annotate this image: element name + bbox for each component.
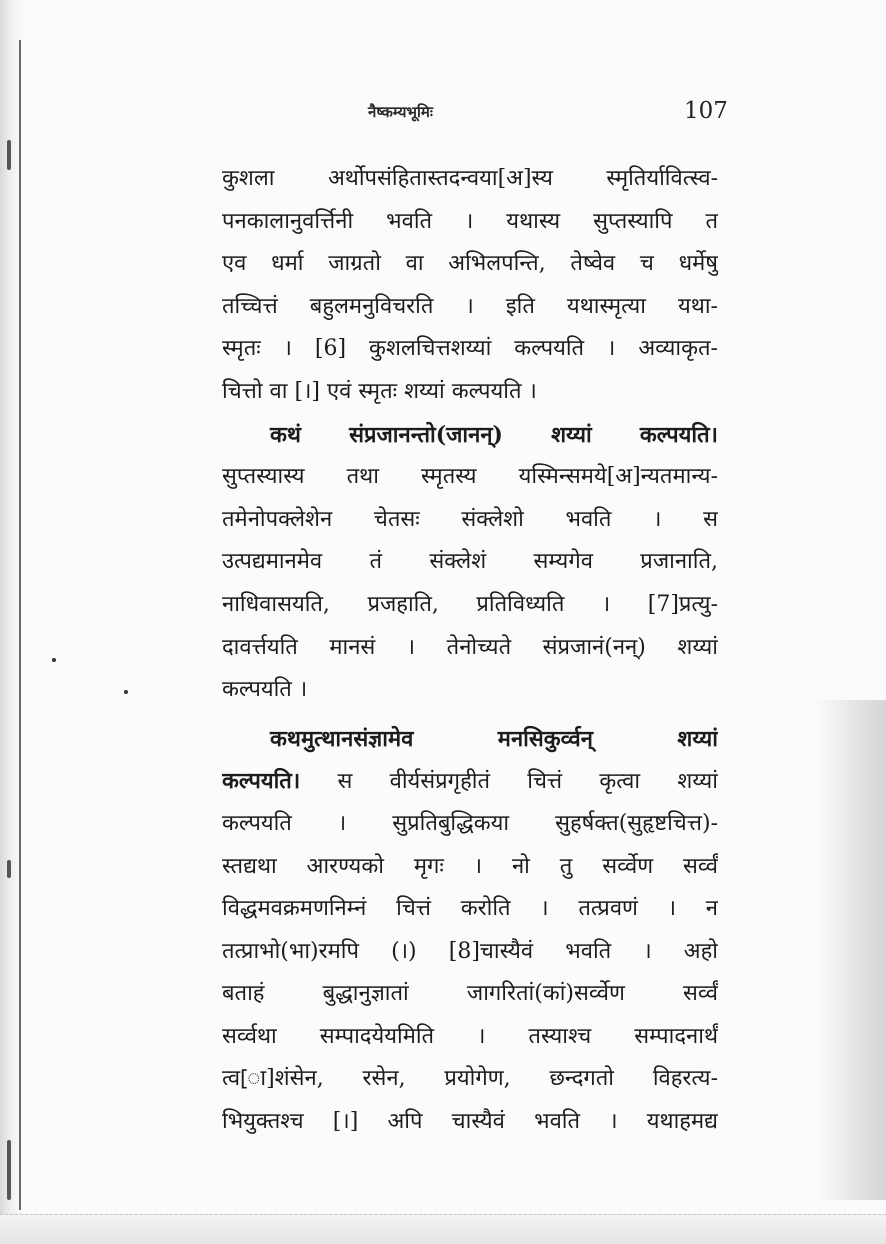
section-heading-line [222,718,718,761]
text-line: बताहं बुद्धानुज्ञातां जागरितां(कां)सर्व्वेण सर्व्वं [222,981,718,1007]
running-head: नैष्कम्यभूमिः [368,103,433,121]
text-line: विद्धमवक्रमणनिम्नं चित्तं करोति । तत्प्रवणं । न [222,896,718,922]
section-heading-cont: कल्पयति। [222,768,301,795]
text-line: नाधिवासयति, प्रजहाति, प्रतिविध्यति । [7]प्रत्यु- [222,591,718,617]
text-line: कुशला अर्थोपसंहितास्तदन्वया[अ]स्य स्मृतिर्यावित्स्व- [222,166,718,191]
binding-mark [7,140,11,170]
text-line: स्मृतः । [6] कुशलचित्तशय्यां कल्पयति । अव्याकृत- [222,336,718,362]
text-line: त्व[ा]शंसेन, रसेन, प्रयोगेण, छन्दगतो विहरत्य- [222,1066,718,1092]
body-text [222,158,718,1144]
text-line: दावर्त्तयति मानसं । तेनोच्यते संप्रजानं(नन्) शय्यां [222,634,718,660]
binding-mark [7,1140,11,1200]
text-line: सर्व्वथा सम्पादयेयमिति । तस्याश्च सम्पादनार्थं [222,1023,718,1049]
scan-bottom-edge [0,1214,886,1244]
text-line: तमेनोपक्लेशेन चेतसः संक्लेशो भवति । स [222,506,718,532]
text-line: सुप्तस्यास्य तथा स्मृतस्य यस्मिन्समये[अ]न्यतमान्य- [222,464,718,490]
text-line [222,760,718,803]
page-edge-line [19,40,21,1210]
text-line: तच्चित्तं बहुलमनुविचरति । इति यथास्मृत्या यथा- [222,293,718,319]
text-line: एव धर्मा जाग्रतो वा अभिलपन्ति, तेष्वेव च धर्मेषु [222,251,718,277]
text-line: पनकालानुवर्त्तिनी भवति । यथास्य सुप्तस्यापि त [222,208,718,234]
scan-speck [124,690,128,694]
text-line: चित्तो वा [।] एवं स्मृतः शय्यां कल्पयति । [222,378,537,404]
text-line: कल्पयति । सुप्रतिबुद्धिकया सुहर्षक्त(सुहृष्टचित्त)- [222,810,718,836]
text-line: स्तद्यथा आरण्यको मृगः । नो तु सर्व्वेण सर्व्वं [222,853,718,879]
section-heading-line [222,414,718,457]
section-heading: कथमुत्थानसंज्ञामेव मनसिकुर्व्वन् शय्यां [270,725,718,752]
text-line: भियुक्तश्च [।] अपि चास्यैवं भवति । यथाहमद्य [222,1109,718,1135]
scan-shadow [816,700,886,1200]
page-number: 107 [684,98,728,124]
scan-speck [52,658,56,662]
text-line: कल्पयति । [222,677,308,703]
text-line: तत्प्राभो(भा)रमपि (।) [8]चास्यैवं भवति । अहो [222,938,718,964]
binding-mark [7,860,11,878]
section-heading: कथं संप्रजानन्तो(जानन्) शय्यां कल्पयति। [270,421,718,448]
text-line: उत्पद्यमानमेव तं संक्लेशं सम्यगेव प्रजानाति, [222,549,718,575]
text-span: स वीर्यसंप्रगृहीतं चित्तं कृत्वा शय्यां [337,769,718,795]
